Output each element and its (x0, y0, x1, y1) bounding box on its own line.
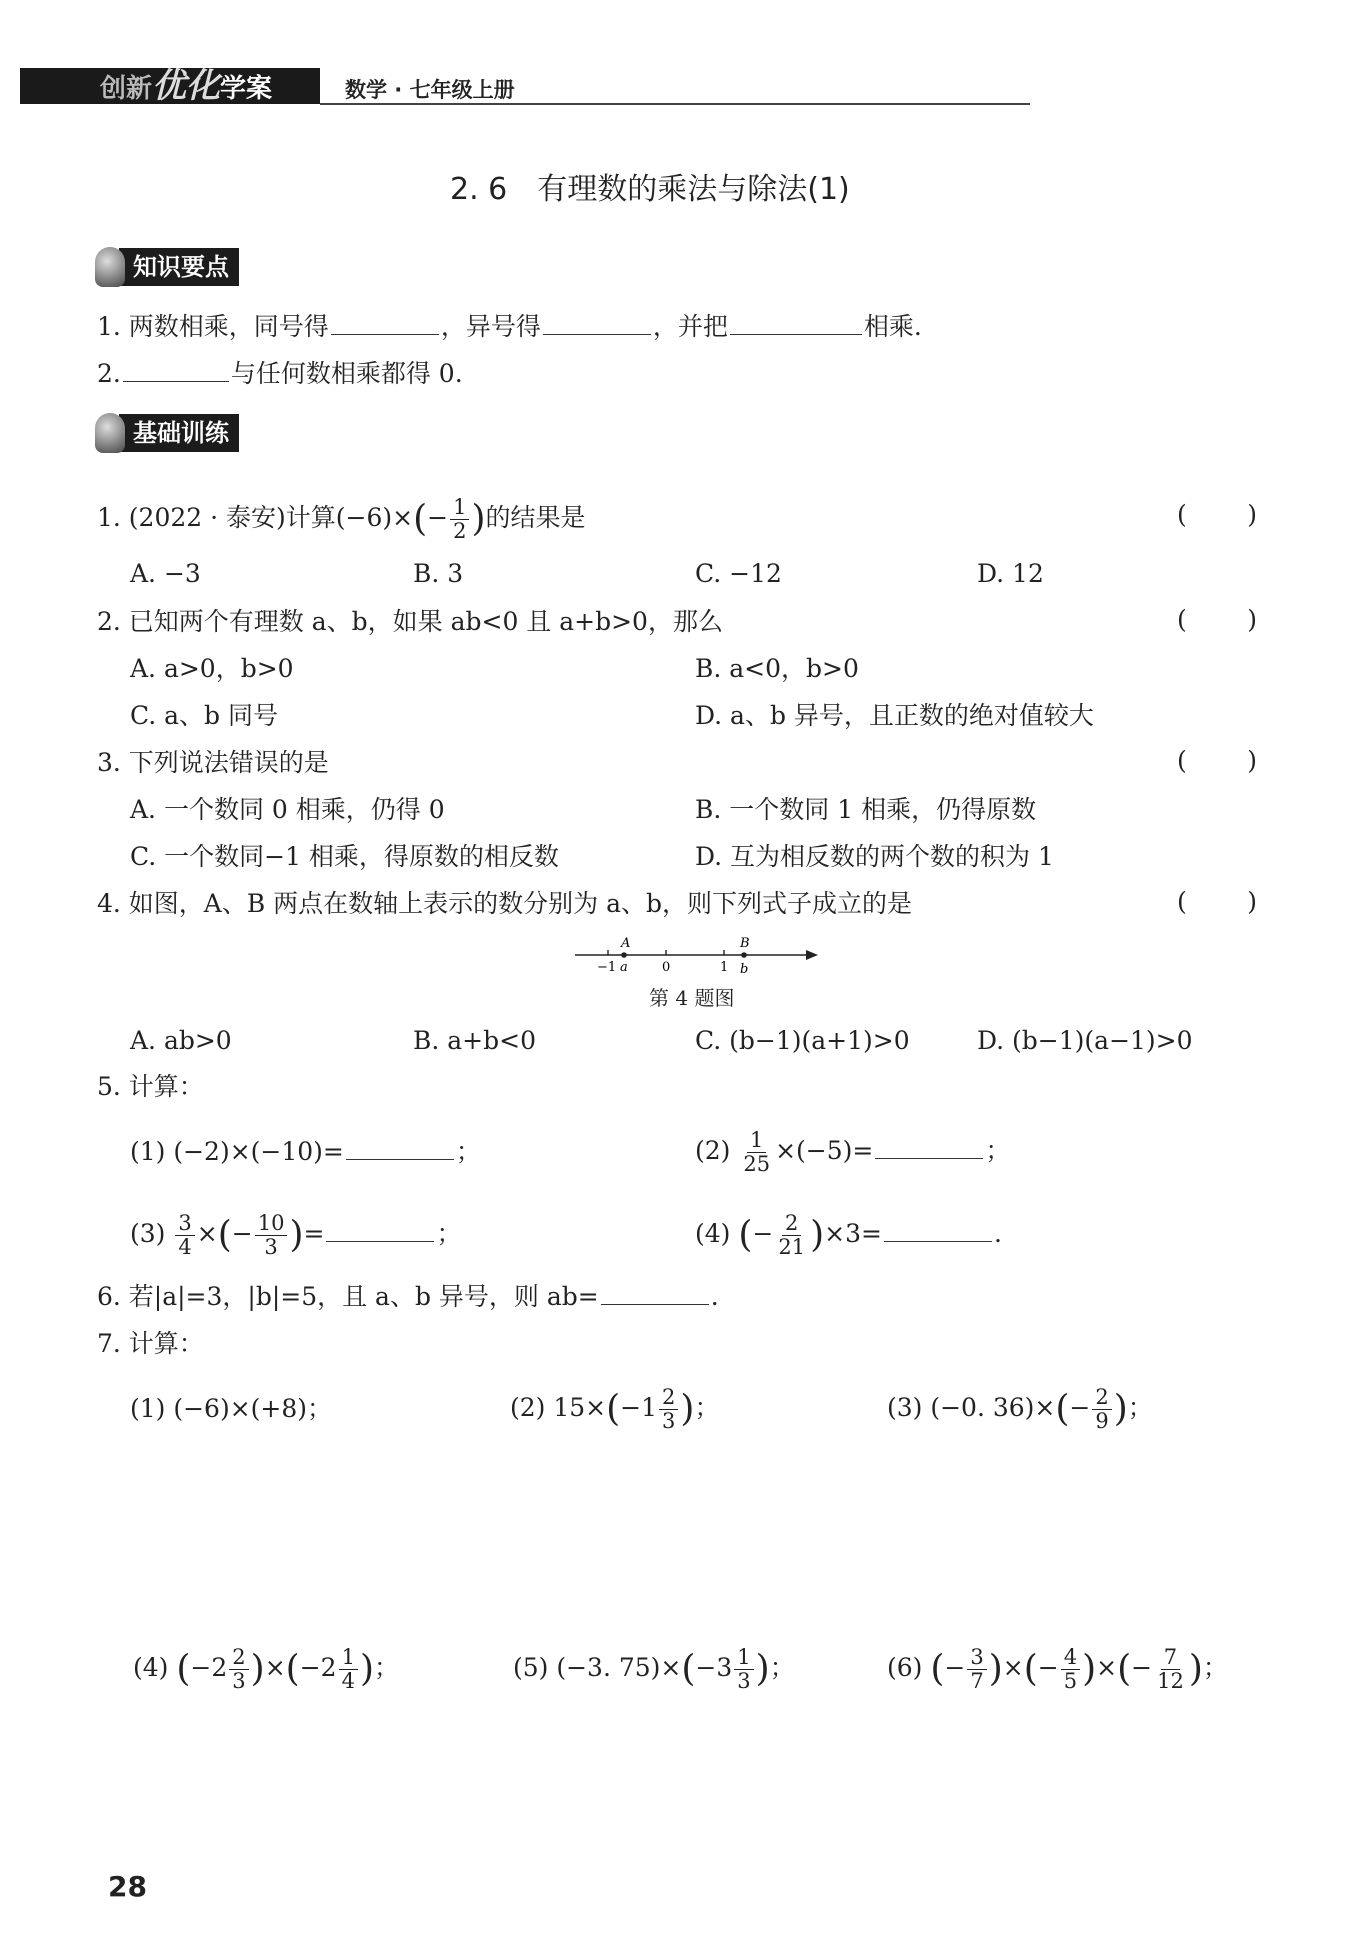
tick-label-b: b (740, 962, 749, 977)
knowledge-item-2: 2. 与任何数相乘都得 0. (97, 359, 463, 388)
fraction: $\frac{1}{25}$ (743, 1128, 771, 1176)
fraction: $\frac{10}{3}$ (255, 1212, 288, 1259)
question-7-stem: 7. 计算： (97, 1329, 204, 1358)
question-3-stem: 3. 下列说法错误的是 (97, 748, 329, 777)
question-6: 6. 若|a|=3，|b|=5，且 a、b 异号，则 ab= . (97, 1282, 719, 1311)
point-a (621, 952, 627, 958)
answer-blank[interactable] (543, 312, 651, 335)
q7-part-1: (1) (−6)×(+8)； (130, 1394, 333, 1423)
fraction: $\frac{1}{3}$ (734, 1646, 753, 1693)
page-number: 28 (108, 1870, 147, 1903)
section-basic-label: 基础训练 (119, 414, 239, 452)
option[interactable]: C. 一个数同−1 相乘，得原数的相反数 (130, 842, 559, 871)
fraction: $\frac{7}{12}$ (1157, 1645, 1184, 1693)
fraction: $\frac{2}{21}$ (778, 1211, 806, 1259)
q5-part-1: (1) (−2)×(−10)= ； (130, 1137, 481, 1166)
q5-part-4: (4) (− $\frac{2}{21}$ )×3= . (695, 1211, 1002, 1259)
answer-blank[interactable] (875, 1136, 983, 1159)
section-basic (95, 414, 239, 452)
option[interactable]: B. a<0，b>0 (695, 654, 859, 683)
option[interactable]: B. 一个数同 1 相乘，仍得原数 (695, 795, 1037, 824)
fraction: $\frac{3}{4}$ (175, 1212, 194, 1259)
answer-blank[interactable] (346, 1137, 454, 1160)
q7-part-6: (6) (− $\frac{3}{7}$ )×(− $\frac{4}{5}$ )×(− $\frac{7}{12}$ )； (887, 1645, 1228, 1693)
question-1-stem: 1. (2022 · 泰安)计算(−6)×(− $\frac{1}{2}$ )的结果是 (97, 495, 586, 543)
q7-part-4: (4) (−2 $\frac{2}{3}$ )×(−2 $\frac{1}{4}$ )； (133, 1645, 399, 1693)
q7-part-2: (2) 15×(−1 $\frac{2}{3}$ )； (510, 1385, 720, 1433)
answer-blank[interactable] (326, 1219, 434, 1242)
fraction: $\frac{2}{9}$ (1092, 1386, 1111, 1433)
option[interactable]: A. −3 (130, 559, 201, 588)
option[interactable]: D. 12 (977, 559, 1044, 588)
option[interactable]: A. 一个数同 0 相乘，仍得 0 (130, 795, 445, 824)
label-B: B (740, 936, 750, 951)
option[interactable]: D. a、b 异号，且正数的绝对值较大 (695, 701, 1094, 730)
option[interactable]: C. a、b 同号 (130, 701, 278, 730)
answer-blank[interactable] (601, 1282, 709, 1305)
option[interactable]: A. a>0，b>0 (130, 654, 294, 683)
option[interactable]: B. a+b<0 (413, 1026, 536, 1055)
brand-part-2: 优化 (152, 66, 221, 106)
option[interactable]: C. −12 (695, 559, 782, 588)
q7-part-5: (5) (−3. 75)×(−3 $\frac{1}{3}$ )； (513, 1645, 795, 1693)
option[interactable]: D. (b−1)(a−1)>0 (977, 1026, 1193, 1055)
fraction: $\frac{1}{4}$ (339, 1646, 358, 1693)
answer-paren[interactable]: ( ) (1177, 887, 1257, 916)
option[interactable]: D. 互为相反数的两个数的积为 1 (695, 842, 1054, 871)
figure-caption: 第 4 题图 (649, 986, 735, 1010)
header-subject: 数学 · 七年级上册 (345, 78, 515, 102)
lightbulb-icon (95, 413, 125, 453)
tick-label-neg1: −1 (597, 960, 617, 975)
answer-blank[interactable] (730, 312, 862, 335)
q5-part-3: (3) $\frac{3}{4}$ ×(− $\frac{10}{3}$ )= ； (130, 1211, 462, 1259)
fraction: $\frac{3}{7}$ (967, 1646, 986, 1693)
page-title: 2. 6 有理数的乘法与除法(1) (450, 172, 850, 207)
answer-paren[interactable]: ( ) (1177, 605, 1257, 634)
fraction: $\frac{2}{3}$ (229, 1646, 248, 1693)
brand-part-3: 学案 (220, 74, 273, 104)
tick-label-1: 1 (720, 960, 729, 975)
label-A: A (621, 936, 631, 951)
header-rule (320, 103, 1030, 105)
question-2-stem: 2. 已知两个有理数 a、b，如果 ab<0 且 a+b>0，那么 (97, 607, 723, 636)
answer-paren[interactable]: ( ) (1177, 746, 1257, 775)
header-brand (100, 68, 272, 104)
number-line-figure (570, 935, 820, 980)
answer-blank[interactable] (123, 359, 229, 382)
section-knowledge (95, 248, 239, 286)
option[interactable]: B. 3 (413, 559, 464, 588)
tick-label-a: a (620, 960, 628, 975)
section-knowledge-label: 知识要点 (119, 248, 239, 286)
lightbulb-icon (95, 247, 125, 287)
answer-blank[interactable] (884, 1219, 992, 1242)
fraction: $\frac{4}{5}$ (1061, 1646, 1080, 1693)
option[interactable]: A. ab>0 (130, 1026, 232, 1055)
question-5-stem: 5. 计算： (97, 1072, 204, 1101)
q7-part-3: (3) (−0. 36)×(− $\frac{2}{9}$ )； (887, 1385, 1153, 1433)
option[interactable]: C. (b−1)(a+1)>0 (695, 1026, 910, 1055)
point-b (741, 952, 747, 958)
arrow-icon (806, 950, 818, 960)
fraction: $\frac{2}{3}$ (659, 1386, 678, 1433)
brand-part-1: 创新 (100, 74, 153, 104)
answer-blank[interactable] (331, 312, 439, 335)
knowledge-item-1: 1. 两数相乘，同号得 ，异号得 ，并把 相乘. (97, 312, 922, 341)
question-4-stem: 4. 如图，A、B 两点在数轴上表示的数分别为 a、b，则下列式子成立的是 (97, 889, 913, 918)
fraction: $\frac{1}{2}$ (450, 496, 469, 543)
q5-part-2: (2) $\frac{1}{25}$ ×(−5)= ； (695, 1128, 1011, 1176)
tick-label-0: 0 (662, 960, 671, 975)
answer-paren[interactable]: ( ) (1177, 500, 1257, 529)
